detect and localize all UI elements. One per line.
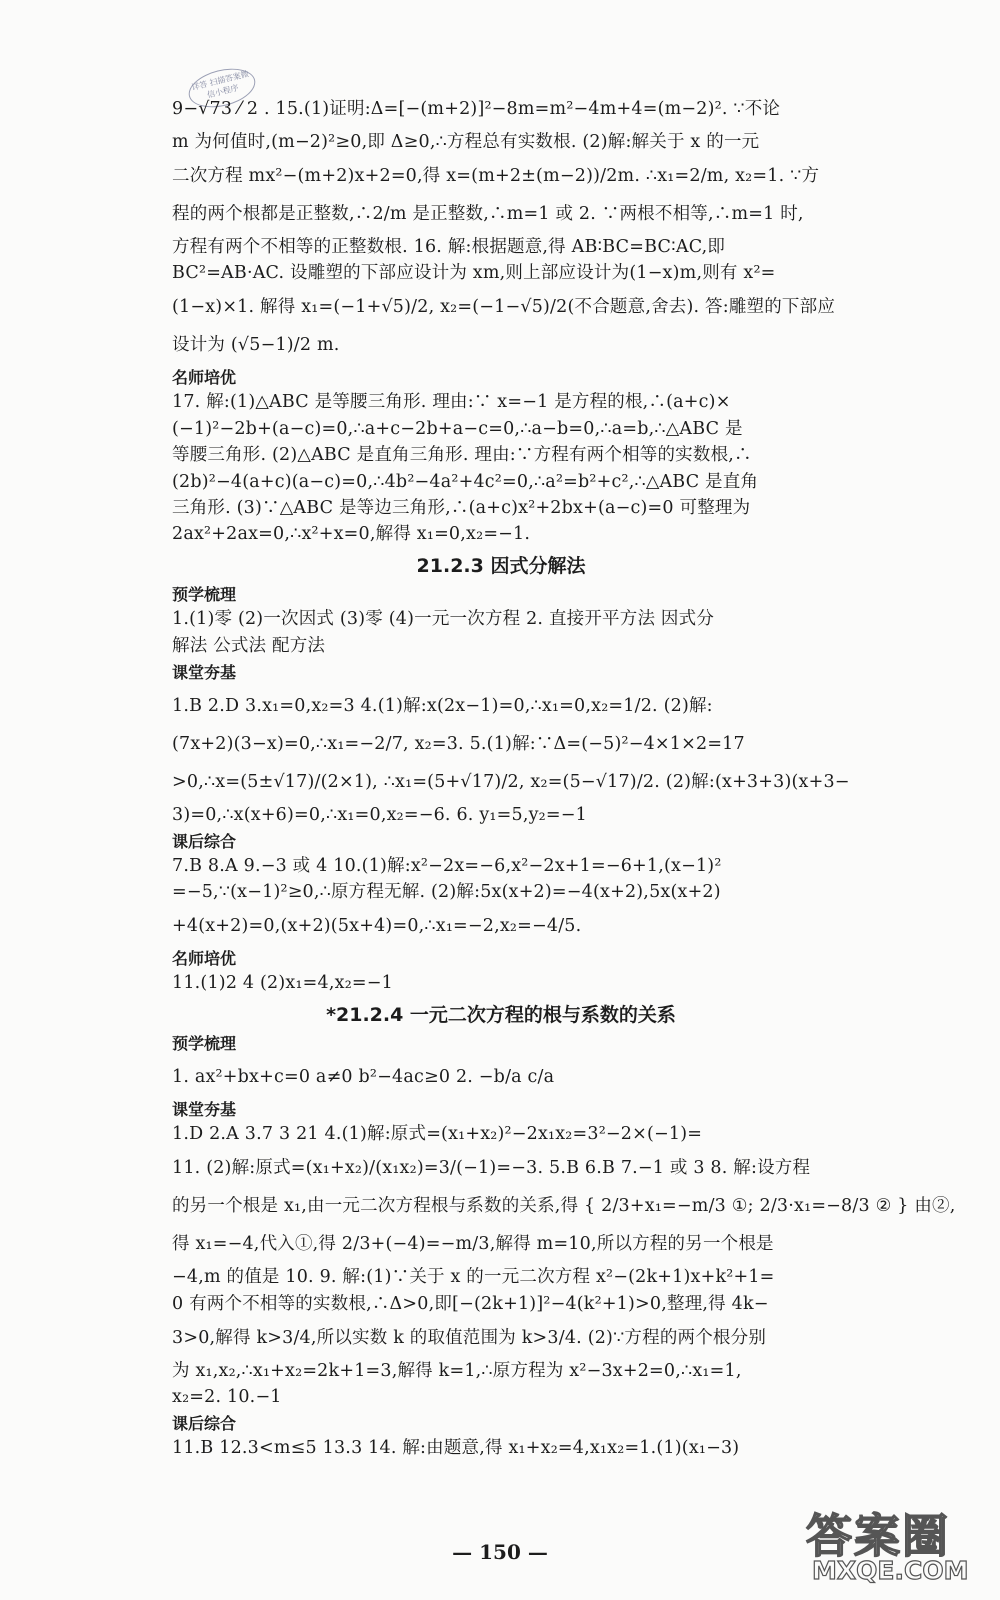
watermark-url: MXQE.COM xyxy=(812,1556,969,1585)
text-line: 等腰三角形. (2)△ABC 是直角三角形. 理由:∵方程有两个相等的实数根,∴ xyxy=(172,445,752,466)
watermark-logo-text: 答案圈 xyxy=(806,1509,950,1563)
section-heading: 课后综合 xyxy=(172,1413,237,1433)
text-line: >0,∴x=(5±√17)/(2×1), ∴x₁=(5+√17)/2, x₂=(5−√17)/2. (2)解:(x+3+3)(x+3− xyxy=(172,771,850,792)
answer-page-body xyxy=(172,88,956,1462)
text-line: 三角形. (3)∵△ABC 是等边三角形,∴(a+c)x²+2bx+(a−c)=0 可整理为 xyxy=(172,497,751,518)
text-line: 11.B 12.3<m≤5 13.3 14. 解:由题意,得 x₁+x₂=4,x₁x₂=1.(1)(x₁−3) xyxy=(172,1437,740,1458)
text-line: 的另一个根是 x₁,由一元二次方程根与系数的关系,得 { 2/3+x₁=−m/3 ①; 2/3·x₁=−8/3 ② } 由②, xyxy=(172,1196,956,1217)
text-line: (−1)²−2b+(a−c)=0,∴a+c−2b+a−c=0,∴a−b=0,∴a=b,∴△ABC 是 xyxy=(172,418,743,439)
text-line: 7.B 8.A 9.−3 或 4 10.(1)解:x²−2x=−6,x²−2x+1=−6+1,(x−1)² xyxy=(172,855,722,876)
page-number: — 150 — xyxy=(452,1540,548,1564)
text-line: 11.(1)2 4 (2)x₁=4,x₂=−1 xyxy=(172,973,393,994)
chapter-title: 21.2.3 因式分解法 xyxy=(416,555,586,578)
text-line: m 为何值时,(m−2)²≥0,即 Δ≥0,∴方程总有实数根. (2)解:解关于 x 的一元 xyxy=(172,132,760,152)
text-line: x₂=2. 10.−1 xyxy=(172,1386,282,1407)
section-heading: 课堂夯基 xyxy=(172,1100,237,1120)
text-line: 1.B 2.D 3.x₁=0,x₂=3 4.(1)解:x(2x−1)=0,∴x₁=0,x₂=1/2. (2)解: xyxy=(172,695,713,716)
section-heading: 课后综合 xyxy=(172,831,237,851)
section-heading: 课堂夯基 xyxy=(172,662,237,682)
text-line: 11. (2)解:原式=(x₁+x₂)/(x₁x₂)=3/(−1)=−3. 5.B 6.B 7.−1 或 3 8. 解:设方程 xyxy=(172,1158,811,1179)
text-line: 1. ax²+bx+c=0 a≠0 b²−4ac≥0 2. −b/a c/a xyxy=(172,1067,555,1088)
text-line: (1−x)×1. 解得 x₁=(−1+√5)/2, x₂=(−1−√5)/2(不合题意,舍去). 答:雕塑的下部应 xyxy=(172,297,836,318)
section-heading: 名师培优 xyxy=(172,949,237,969)
text-line: 为 x₁,x₂,∴x₁+x₂=2k+1=3,解得 k=1,∴原方程为 x²−3x+2=0,∴x₁=1, xyxy=(172,1360,742,1381)
site-watermark xyxy=(800,1500,990,1590)
text-line: 解法 公式法 配方法 xyxy=(172,635,326,656)
text-line: 方程有两个不相等的正整数根. 16. 解:根据题意,得 AB∶BC=BC∶AC,即 xyxy=(172,237,726,257)
text-line: 9−√73 ⁄ 2 . 15.(1)证明:Δ=[−(m+2)]²−8m=m²−4m+4=(m−2)². ∵不论 xyxy=(172,99,781,119)
text-line: 1.D 2.A 3.7 3 21 4.(1)解:原式=(x₁+x₂)²−2x₁x₂=3²−2×(−1)= xyxy=(172,1124,703,1145)
text-line: 0 有两个不相等的实数根,∴Δ>0,即[−(2k+1)]²−4(k²+1)>0,整理,得 4k− xyxy=(172,1293,769,1314)
text-line: 2ax²+2ax=0,∴x²+x=0,解得 x₁=0,x₂=−1. xyxy=(172,524,531,545)
stamp-text: 详答 扫描答案微信小程序 xyxy=(190,69,250,100)
text-line: 17. 解:(1)△ABC 是等腰三角形. 理由:∵ x=−1 是方程的根,∴(a+c)× xyxy=(172,392,731,413)
text-line: −4,m 的值是 10. 9. 解:(1)∵关于 x 的一元二次方程 x²−(2k+1)x+k²+1= xyxy=(172,1267,775,1288)
text-line: 设计为 (√5−1)/2 m. xyxy=(172,335,340,356)
text-line: 1.(1)零 (2)一次因式 (3)零 (4)一元一次方程 2. 直接开平方法 因式分 xyxy=(172,609,715,630)
section-heading: 预学梳理 xyxy=(172,1034,237,1054)
text-line: +4(x+2)=0,(x+2)(5x+4)=0,∴x₁=−2,x₂=−4/5. xyxy=(172,916,582,937)
text-line: (7x+2)(3−x)=0,∴x₁=−2/7, x₂=3. 5.(1)解:∵Δ=(−5)²−4×1×2=17 xyxy=(172,733,745,754)
text-line: 3>0,解得 k>3/4,所以实数 k 的取值范围为 k>3/4. (2)∵方程的两个根分别 xyxy=(172,1327,767,1348)
chapter-title: *21.2.4 一元二次方程的根与系数的关系 xyxy=(326,1004,676,1027)
text-line: 得 x₁=−4,代入①,得 2/3+(−4)=−m/3,解得 m=10,所以方程的另一个根是 xyxy=(172,1234,774,1255)
section-heading: 预学梳理 xyxy=(172,585,237,605)
section-heading: 名师培优 xyxy=(172,368,237,388)
text-line: 程的两个根都是正整数,∴2/m 是正整数,∴m=1 或 2. ∵两根不相等,∴m=1 时, xyxy=(172,204,804,224)
text-line: =−5,∵(x−1)²≥0,∴原方程无解. (2)解:5x(x+2)=−4(x+2),5x(x+2) xyxy=(172,882,721,903)
text-line: (2b)²−4(a+c)(a−c)=0,∴4b²−4a²+4c²=0,∴a²=b²+c²,∴△ABC 是直角 xyxy=(172,471,759,492)
text-line: BC²=AB·AC. 设雕塑的下部应设计为 xm,则上部应设计为(1−x)m,则有 x²= xyxy=(172,263,776,284)
text-line: 3)=0,∴x(x+6)=0,∴x₁=0,x₂=−6. 6. y₁=5,y₂=−1 xyxy=(172,804,587,825)
text-line: 二次方程 mx²−(m+2)x+2=0,得 x=(m+2±(m−2))/2m. ∴x₁=2/m, x₂=1. ∵方 xyxy=(172,166,820,186)
